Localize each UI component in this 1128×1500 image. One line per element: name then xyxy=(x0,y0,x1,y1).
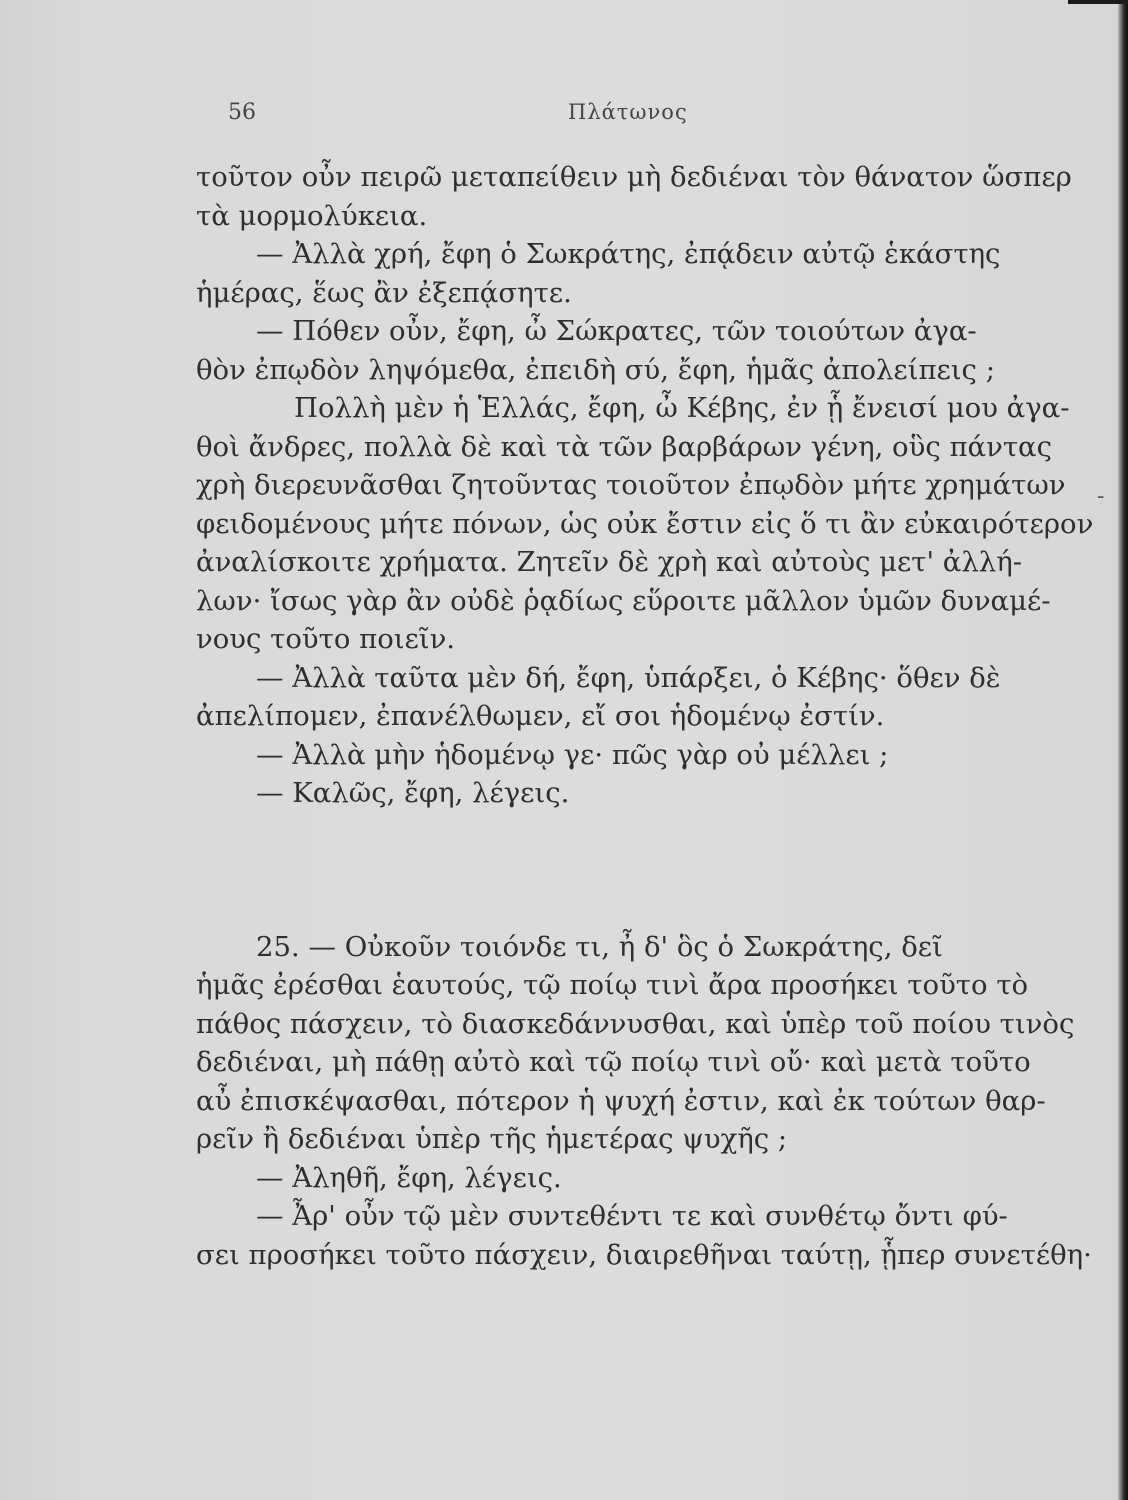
text-line: — Ἀλλὰ μὴν ἡδομένῳ γε· πῶς γὰρ οὐ μέλλει ; xyxy=(256,738,889,771)
section-gap xyxy=(196,813,1076,928)
text-line: φειδομένους μήτε πόνων, ὡς οὐκ ἔστιν εἰς ὅ τι ἂν εὐκαιρότερον xyxy=(196,507,1094,540)
text-line: — Ἀλλὰ ταῦτα μὲν δή, ἔφη, ὑπάρξει, ὁ Κέβης· ὅθεν δὲ xyxy=(256,661,1001,694)
page-corner-shadow xyxy=(1068,0,1128,4)
text-line: ἀναλίσκοιτε χρήματα. Ζητεῖν δὲ χρὴ καὶ αὐτοὺς μετ' ἀλλή- xyxy=(196,546,1023,578)
text-line: αὖ ἐπισκέψασθαι, πότερον ἡ ψυχή ἐστιν, καὶ ἐκ τούτων θαρ- xyxy=(196,1084,1046,1117)
text-line: ἡμᾶς ἐρέσθαι ἑαυτούς, τῷ ποίῳ τινὶ ἄρα προσήκει τοῦτο τὸ xyxy=(196,969,1029,1001)
text-line: — Ἆρ' οὖν τῷ μὲν συντεθέντι τε καὶ συνθέτῳ ὄντι φύ- xyxy=(256,1200,1008,1232)
page-edge-shadow xyxy=(1118,0,1128,1500)
text-line: Πολλὴ μὲν ἡ Ἑλλάς, ἔφη, ὦ Κέβης, ἐν ᾗ ἔνεισί μου ἀγα- xyxy=(294,392,1070,424)
text-line: 25. — Οὐκοῦν τοιόνδε τι, ἦ δ' ὃς ὁ Σωκράτης, δεῖ xyxy=(256,930,943,963)
text-line: ἀπελίπομεν, ἐπανέλθωμεν, εἴ σοι ἡδομένῳ ἐστίν. xyxy=(196,700,885,732)
text-line: πάθος πάσχειν, τὸ διασκεδάννυσθαι, καὶ ὑπὲρ τοῦ ποίου τινὸς xyxy=(196,1007,1075,1040)
running-title: Πλάτωνος xyxy=(568,100,688,124)
text-line: — Ἀλλὰ χρή, ἔφη ὁ Σωκράτης, ἐπᾴδειν αὐτῷ ἑκάστης xyxy=(256,238,1001,270)
text-line: θὸν ἐπῳδὸν ληψόμεθα, ἐπειδὴ σύ, ἔφη, ἡμᾶς ἀπολείπεις ; xyxy=(196,353,995,386)
text-line: ρεῖν ἢ δεδιέναι ὑπὲρ τῆς ἡμετέρας ψυχῆς ; xyxy=(196,1123,788,1155)
text-line: δεδιέναι, μὴ πάθῃ αὐτὸ καὶ τῷ ποίῳ τινὶ οὔ· καὶ μετὰ τοῦτο xyxy=(196,1046,1031,1078)
text-line: ἡμέρας, ἕως ἂν ἐξεπᾴσητε. xyxy=(196,276,572,309)
page-number: 56 xyxy=(228,100,256,125)
text-line: λων· ἴσως γὰρ ἂν οὐδὲ ῥᾳδίως εὕροιτε μᾶλλον ὑμῶν δυναμέ- xyxy=(196,584,1051,617)
text-line: νους τοῦτο ποιεῖν. xyxy=(196,623,456,655)
running-header xyxy=(228,100,1068,136)
text-line: θοὶ ἄνδρες, πολλὰ δὲ καὶ τὰ τῶν βαρβάρων γένη, οὓς πάντας xyxy=(196,430,1053,463)
margin-mark: - xyxy=(1097,484,1105,509)
text-line: χρὴ διερευνᾶσθαι ζητοῦντας τοιοῦτον ἐπῳδὸν μήτε χρημάτων xyxy=(196,469,1066,501)
text-line: τοῦτον οὖν πειρῶ μεταπείθειν μὴ δεδιέναι τὸν θάνατον ὥσπερ xyxy=(196,161,1072,193)
text-line: τὰ μορμολύκεια. xyxy=(196,199,428,232)
text-line: — Καλῶς, ἔφη, λέγεις. xyxy=(256,777,570,809)
body-text xyxy=(196,158,1094,1274)
text-line: σει προσήκει τοῦτο πάσχειν, διαιρεθῆναι ταύτῃ, ᾗπερ συνετέθη· xyxy=(196,1238,1092,1271)
text-line: — Πόθεν οὖν, ἔφη, ὦ Σώκρατες, τῶν τοιούτων ἀγα- xyxy=(256,315,977,347)
text-line: — Ἀληθῆ, ἔφη, λέγεις. xyxy=(256,1161,562,1194)
